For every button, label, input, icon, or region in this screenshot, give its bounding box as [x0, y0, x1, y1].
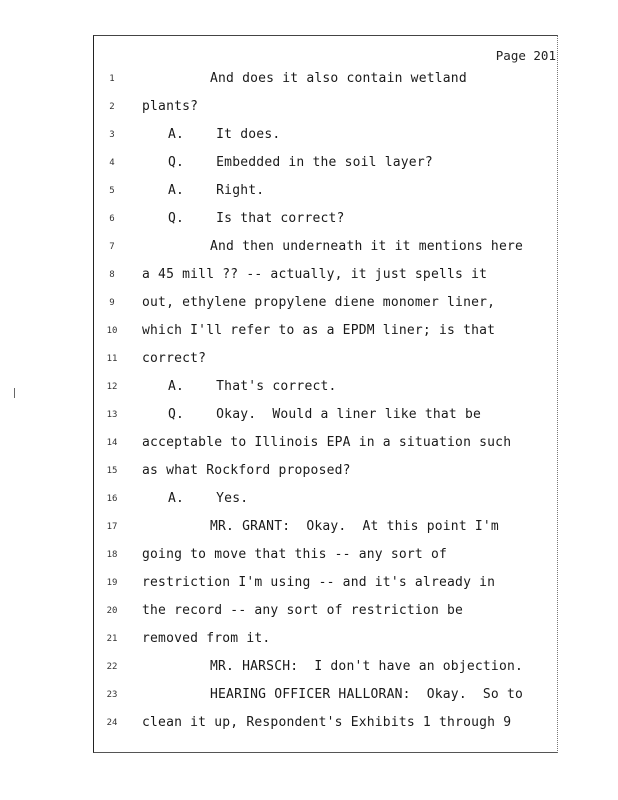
- transcript-line: [100, 488, 552, 516]
- transcript-line: [100, 348, 552, 376]
- transcript-line: [100, 684, 552, 712]
- transcript-line: [100, 320, 552, 348]
- line-text: Q. Is that correct?: [168, 211, 345, 226]
- line-number: 24: [106, 718, 118, 728]
- line-number: 8: [109, 270, 115, 280]
- transcript-line: [100, 600, 552, 628]
- line-number: 20: [106, 606, 118, 616]
- line-text: correct?: [142, 351, 207, 366]
- transcript-line: [100, 404, 552, 432]
- transcript-line: [100, 516, 552, 544]
- line-number: 4: [109, 158, 115, 168]
- transcript-line: [100, 572, 552, 600]
- transcript-line: [100, 68, 552, 96]
- transcript-line: [100, 376, 552, 404]
- transcript-line: [100, 264, 552, 292]
- transcript-line: [100, 712, 552, 740]
- transcript-line: [100, 124, 552, 152]
- line-text: A. That's correct.: [168, 379, 337, 394]
- line-number: 6: [109, 214, 115, 224]
- line-text: going to move that this -- any sort of: [142, 547, 448, 562]
- transcript-line: [100, 460, 552, 488]
- line-text: the record -- any sort of restriction be: [142, 603, 464, 618]
- line-number: 17: [106, 522, 118, 532]
- line-text: which I'll refer to as a EPDM liner; is that: [142, 323, 496, 338]
- line-text: MR. GRANT: Okay. At this point I'm: [210, 519, 499, 534]
- transcript-line: [100, 236, 552, 264]
- line-number: 11: [106, 354, 118, 364]
- transcript-line: [100, 180, 552, 208]
- transcript-line: [100, 152, 552, 180]
- line-text: clean it up, Respondent's Exhibits 1 through 9: [142, 715, 512, 730]
- transcript-line: [100, 628, 552, 656]
- line-number: 13: [106, 410, 118, 420]
- line-number: 19: [106, 578, 118, 588]
- line-number: 10: [106, 326, 118, 336]
- line-number: 14: [106, 438, 118, 448]
- line-text: Q. Embedded in the soil layer?: [168, 155, 433, 170]
- line-number: 22: [106, 662, 118, 672]
- line-text: restriction I'm using -- and it's already in: [142, 575, 496, 590]
- line-number: 7: [109, 242, 115, 252]
- line-number: 16: [106, 494, 118, 504]
- line-number: 12: [106, 382, 118, 392]
- line-number: 23: [106, 690, 118, 700]
- line-text: And then underneath it it mentions here: [210, 239, 524, 254]
- line-text: out, ethylene propylene diene monomer liner,: [142, 295, 496, 310]
- transcript-lines: [100, 68, 552, 740]
- line-text: A. It does.: [168, 127, 281, 142]
- line-text: A. Right.: [168, 183, 265, 198]
- line-number: 3: [109, 130, 115, 140]
- page-number: Page 201: [495, 48, 556, 63]
- line-text: plants?: [142, 99, 199, 114]
- transcript-line: [100, 432, 552, 460]
- line-number: 18: [106, 550, 118, 560]
- line-text: Q. Okay. Would a liner like that be: [168, 407, 482, 422]
- transcript-line: [100, 96, 552, 124]
- transcript-line: [100, 656, 552, 684]
- transcript-line: [100, 292, 552, 320]
- line-text: removed from it.: [142, 631, 271, 646]
- line-number: 15: [106, 466, 118, 476]
- line-number: 9: [109, 298, 115, 308]
- transcript-line: [100, 544, 552, 572]
- line-text: acceptable to Illinois EPA in a situation such: [142, 435, 512, 450]
- line-text: A. Yes.: [168, 491, 249, 506]
- transcript-line: [100, 208, 552, 236]
- line-text: And does it also contain wetland: [210, 71, 467, 86]
- line-text: a 45 mill ?? -- actually, it just spells it: [142, 267, 488, 282]
- line-number: 2: [109, 102, 115, 112]
- line-text: HEARING OFFICER HALLORAN: Okay. So to: [210, 687, 524, 702]
- margin-mark: [14, 388, 17, 398]
- line-text: MR. HARSCH: I don't have an objection.: [210, 659, 524, 674]
- line-text: as what Rockford proposed?: [142, 463, 351, 478]
- line-number: 5: [109, 186, 115, 196]
- line-number: 1: [109, 74, 115, 84]
- line-number: 21: [106, 634, 118, 644]
